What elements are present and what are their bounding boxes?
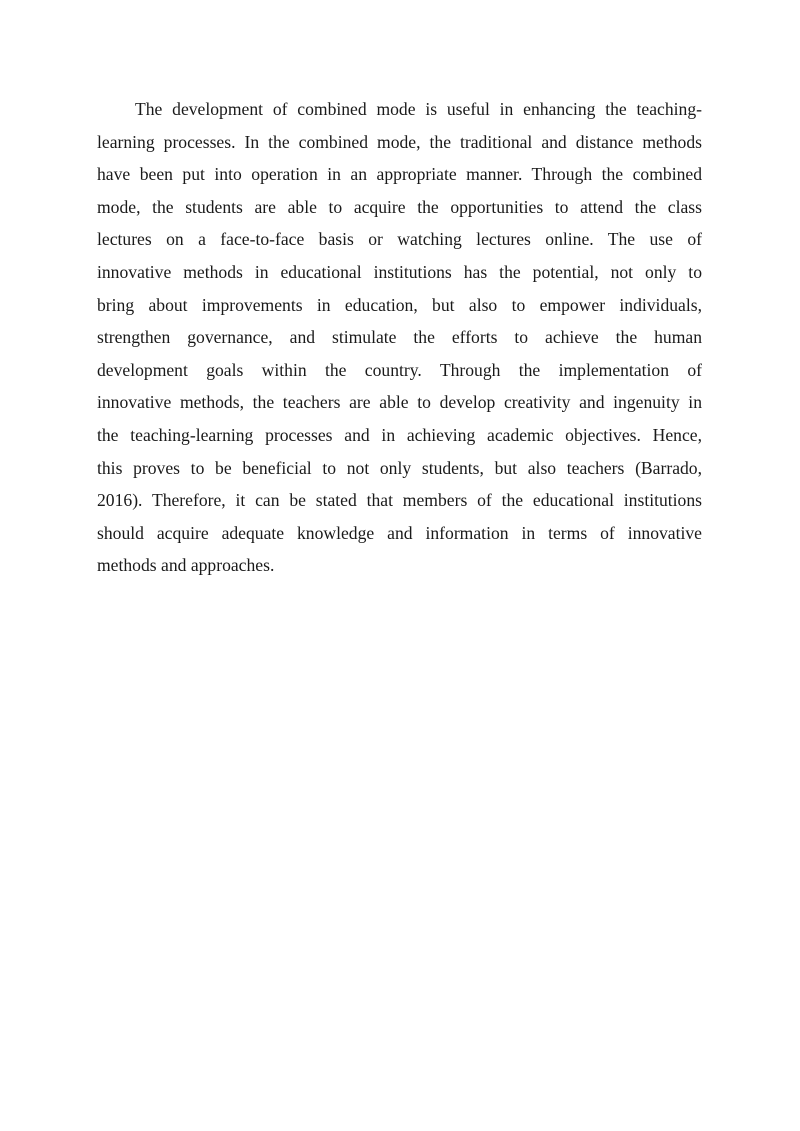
paragraph-line: strengthen governance, and stimulate the efforts to achieve the human [97,327,702,348]
paragraph-line: 2016). Therefore, it can be stated that members of the educational institutions [97,490,702,511]
paragraph-line: have been put into operation in an appropriate manner. Through the combined [97,164,702,185]
paragraph-line: development goals within the country. Through the implementation of [97,359,702,380]
paragraph-line: mode, the students are able to acquire the opportunities to attend the class [97,196,702,217]
paragraph-line: the teaching-learning processes and in achieving academic objectives. Hence, [97,424,702,445]
paragraph-line: should acquire adequate knowledge and information in terms of innovative [97,522,702,543]
paragraph-line: The development of combined mode is useful in enhancing the teaching- [135,99,702,119]
paragraph-line: innovative methods in educational institutions has the potential, not only to [97,261,702,282]
paragraph-line: this proves to be beneficial to not only students, but also teachers (Barrado, [97,457,702,478]
body-paragraph [97,93,702,582]
paragraph-line: methods and approaches. [97,555,275,576]
paragraph-line: bring about improvements in education, but also to empower individuals, [97,294,702,315]
paragraph-line: lectures on a face-to-face basis or watching lectures online. The use of [97,229,702,250]
paragraph-line: innovative methods, the teachers are able to develop creativity and ingenuity in [97,392,702,413]
paragraph-line: learning processes. In the combined mode, the traditional and distance methods [97,131,702,152]
